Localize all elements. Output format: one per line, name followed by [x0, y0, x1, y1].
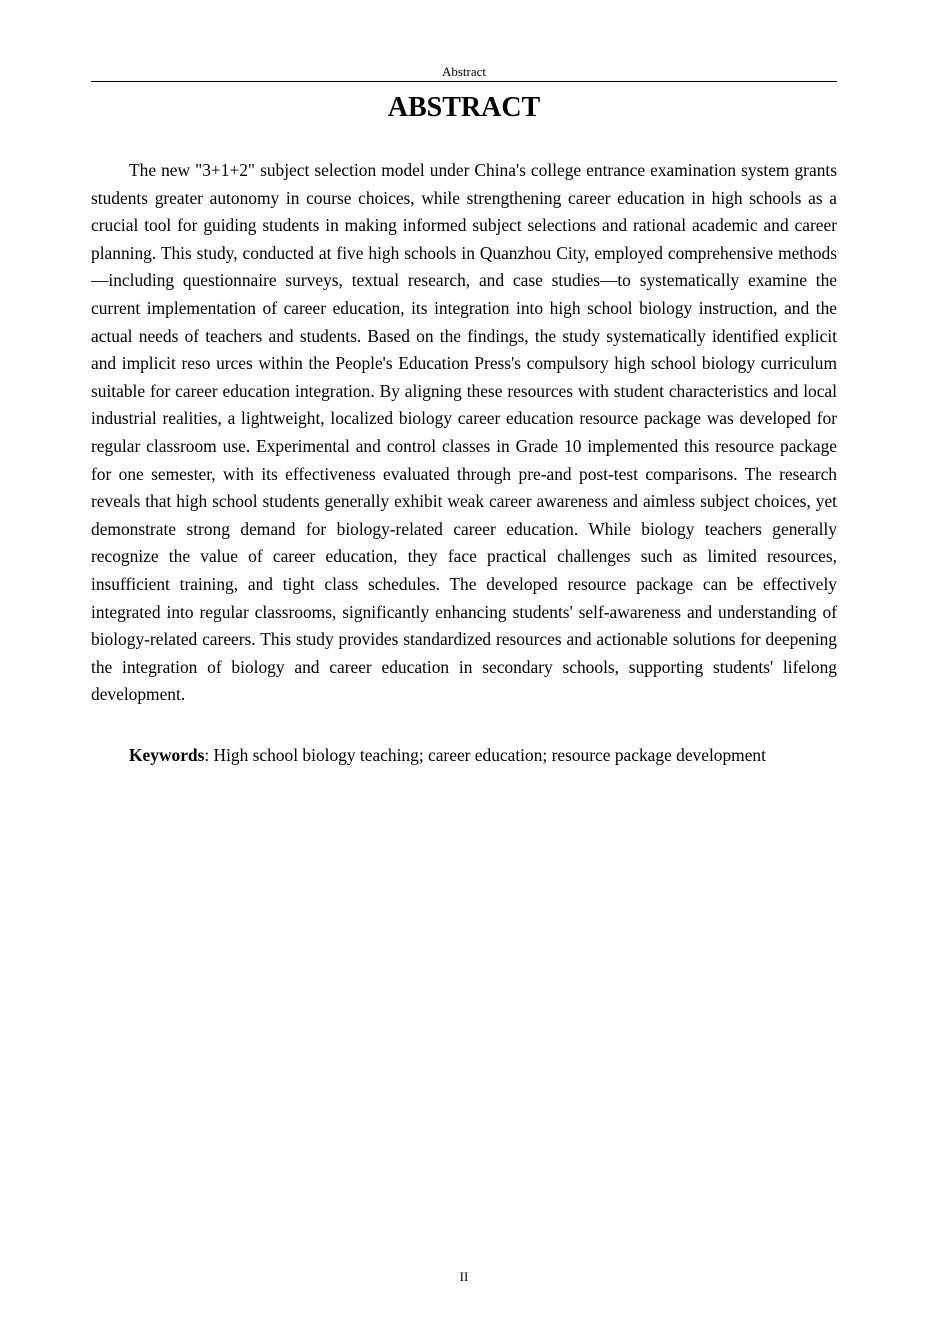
keywords-line [91, 742, 837, 770]
page-title: ABSTRACT [387, 92, 541, 123]
abstract-paragraph: The new "3+1+2" subject selection model under China's college entrance examination system grants students greater autonomy in course choices, while strengthening career education in high schools as a crucial tool for guiding students in making informed subject selections and rational academic and career planning. This study, conducted at five high schools in Quanzhou City, employed comprehensive methods—including questionnaire surveys, textual research, and case studies—to systematically examine the current implementation of career education, its integration into high school biology instruction, and the actual needs of teachers and students. Based on the findings, the study systematically identified explicit and implicit reso urces within the People's Education Press's compulsory high school biology curriculum suitable for career education integration. By aligning these resources with student characteristics and local industrial realities, a lightweight, localized biology career education resource package was developed for regular classroom use. Experimental and control classes in Grade 10 implemented this resource package for one semester, with its effectiveness evaluated through pre-and post-test comparisons. The research reveals that high school students generally exhibit weak career awareness and aimless subject choices, yet demonstrate strong demand for biology-related career education. While biology teachers generally recognize the value of career education, they face practical challenges such as limited resources, insufficient training, and tight class schedules. The developed resource package can be effectively integrated into regular classrooms, significantly enhancing students' self-awareness and understanding of biology-related careers. This study provides standardized resources and actionable solutions for deepening the integration of biology and career education in secondary schools, supporting students' lifelong development. [91, 160, 837, 705]
page-number: II [459, 1269, 469, 1284]
running-header: Abstract [441, 64, 487, 79]
header-rule [91, 81, 837, 82]
keywords-label: Keywords [129, 745, 205, 765]
keywords-text: : High school biology teaching; career education; resource package development [204, 745, 766, 765]
